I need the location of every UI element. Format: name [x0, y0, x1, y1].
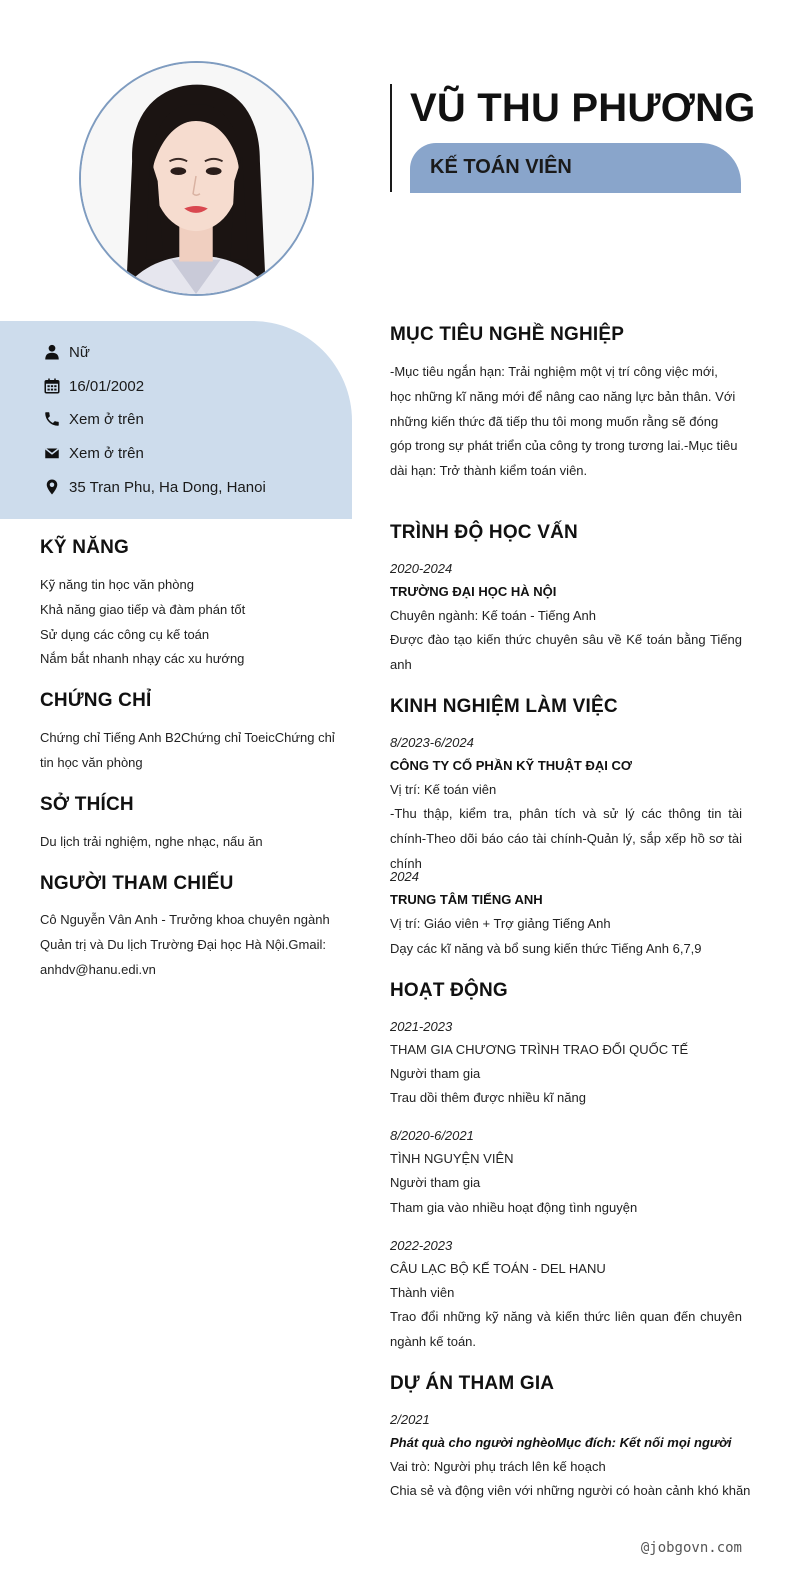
skill-item: Khả năng giao tiếp và đàm phán tốt	[40, 602, 246, 617]
person-icon	[40, 340, 64, 364]
job-title-banner	[410, 143, 741, 193]
project-desc: Chia sẻ và động viên với những người có hoàn cảnh khó khăn	[390, 1483, 751, 1498]
contact-dob	[40, 374, 144, 398]
experience-date: 2024	[390, 869, 419, 884]
education-school: TRƯỜNG ĐẠI HỌC HÀ NỘI	[390, 584, 557, 599]
activity-role: Thành viên	[390, 1285, 455, 1300]
objective-heading: MỤC TIÊU NGHỀ NGHIỆP	[390, 324, 625, 345]
education-desc: Được đào tạo kiến thức chuyên sâu về Kế toán bằng Tiếng anh	[390, 632, 742, 672]
project-role: Vai trò: Người phụ trách lên kế hoạch	[390, 1459, 606, 1474]
header-divider	[390, 84, 392, 192]
email-text: Xem ở trên	[69, 444, 144, 462]
watermark: @jobgovn.com	[640, 1540, 742, 1556]
dob-text: 16/01/2002	[69, 377, 145, 395]
address-text: 35 Tran Phu, Ha Dong, Hanoi	[69, 478, 266, 496]
education-heading: TRÌNH ĐỘ HỌC VẤN	[390, 522, 578, 543]
calendar-icon	[40, 374, 64, 398]
activity-role: Người tham gia	[390, 1066, 481, 1081]
phone-icon	[40, 407, 64, 431]
activity-name: CÂU LẠC BỘ KẾ TOÁN - DEL HANU	[390, 1261, 606, 1276]
experience-desc: -Thu thập, kiểm tra, phân tích và sử lý các thông tin tài chính-Theo dõi báo cáo tài chính-Quản lý, sắp xếp hồ sơ tài chính	[390, 806, 742, 871]
activities-heading: HOẠT ĐỘNG	[390, 980, 508, 1001]
skill-item: Sử dụng các công cụ kế toán	[40, 627, 210, 642]
activity-role: Người tham gia	[390, 1175, 481, 1190]
objective-text: -Mục tiêu ngắn hạn: Trải nghiệm một vị trí công việc mới, học những kĩ năng mới để nâng cao năng lực bản thân. Với những kiến thức đã tiếp thu tôi mong muốn rằng sẽ đóng góp trong sự phát triển của công ty trong tương lai.-Mục tiêu dài hạn: Trở thành kiểm toán viên.	[390, 364, 738, 479]
activity-name: TÌNH NGUYỆN VIÊN	[390, 1151, 514, 1166]
certificates-heading: CHỨNG CHỈ	[40, 690, 152, 711]
certificates-text: Chứng chỉ Tiếng Anh B2Chứng chỉ ToeicChứng chỉ tin học văn phòng	[40, 730, 335, 770]
activity-desc: Tham gia vào nhiều hoạt động tình nguyện	[390, 1200, 638, 1215]
education-major: Chuyên ngành: Kế toán - Tiếng Anh	[390, 608, 596, 623]
activity-date: 2022-2023	[390, 1238, 453, 1253]
project-name: Phát quà cho người nghèoMục đích: Kết nối mọi người	[390, 1435, 732, 1450]
skills-heading: KỸ NĂNG	[40, 537, 130, 558]
contact-phone	[40, 407, 144, 431]
experience-desc: Dạy các kĩ năng và bổ sung kiến thức Tiếng Anh 6,7,9	[390, 941, 702, 956]
references-text: Cô Nguyễn Vân Anh - Trưởng khoa chuyên ngành Quản trị và Du lịch Trường Đại học Hà Nội.Gmail: anhdv@hanu.edi.vn	[40, 912, 330, 977]
contact-address	[40, 475, 266, 499]
skill-item: Kỹ năng tin học văn phòng	[40, 577, 194, 592]
activity-desc: Trao đổi những kỹ năng và kiến thức liên quan đến chuyên ngành kế toán.	[390, 1309, 742, 1349]
profile-photo	[79, 61, 314, 296]
phone-text: Xem ở trên	[69, 410, 144, 428]
experience-org: TRUNG TÂM TIẾNG ANH	[390, 892, 543, 907]
experience-role: Vị trí: Kế toán viên	[390, 782, 497, 797]
location-pin-icon	[40, 475, 64, 499]
activity-date: 2021-2023	[390, 1019, 453, 1034]
gender-text: Nữ	[69, 343, 90, 361]
mail-icon	[40, 441, 64, 465]
project-date: 2/2021	[390, 1412, 430, 1427]
hobbies-heading: SỞ THÍCH	[40, 794, 134, 815]
references-heading: NGƯỜI THAM CHIẾU	[40, 873, 234, 894]
hobbies-text: Du lịch trải nghiệm, nghe nhạc, nấu ăn	[40, 834, 263, 849]
experience-role: Vị trí: Giáo viên + Trợ giảng Tiếng Anh	[390, 916, 611, 931]
experience-date: 8/2023-6/2024	[390, 735, 474, 750]
activity-name: THAM GIA CHƯƠNG TRÌNH TRAO ĐỔI QUỐC TẾ	[390, 1042, 689, 1057]
activity-date: 8/2020-6/2021	[390, 1128, 474, 1143]
projects-heading: DỰ ÁN THAM GIA	[390, 1373, 555, 1394]
education-date: 2020-2024	[390, 561, 453, 576]
contact-gender	[40, 340, 90, 364]
experience-heading: KINH NGHIỆM LÀM VIỆC	[390, 696, 618, 717]
activity-desc: Trau dồi thêm được nhiều kĩ năng	[390, 1090, 586, 1105]
experience-org: CÔNG TY CỔ PHẦN KỸ THUẬT ĐẠI CƠ	[390, 758, 632, 773]
candidate-name: VŨ THU PHƯƠNG	[410, 86, 756, 130]
contact-email	[40, 441, 144, 465]
skill-item: Nắm bắt nhanh nhạy các xu hướng	[40, 651, 245, 666]
job-title: KẾ TOÁN VIÊN	[430, 156, 572, 178]
